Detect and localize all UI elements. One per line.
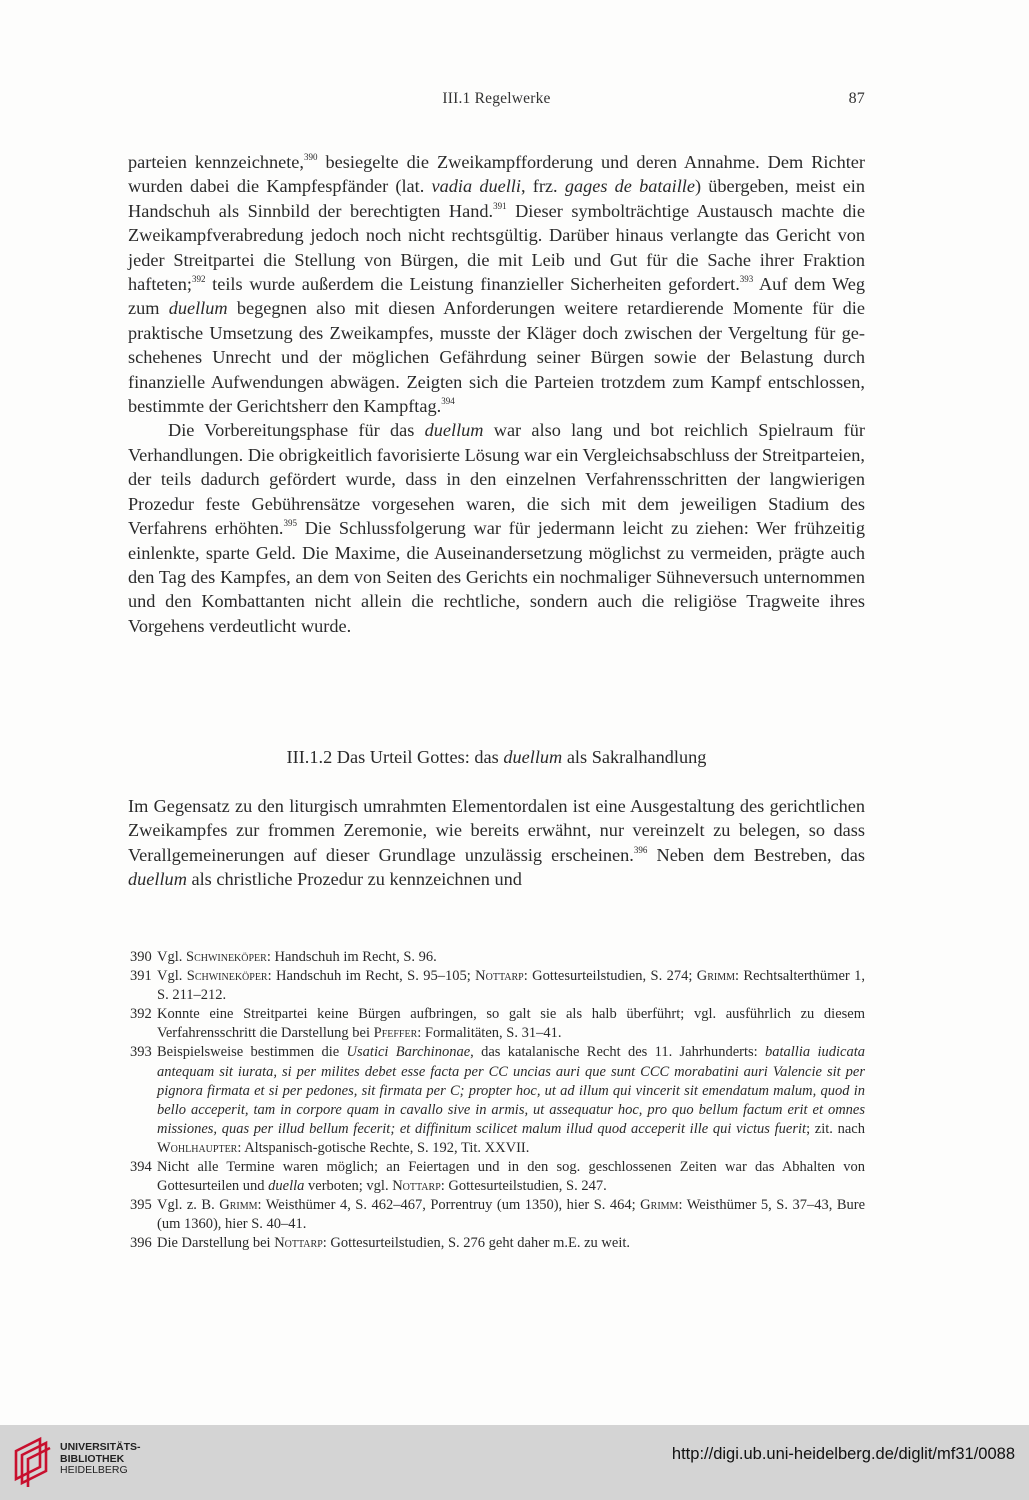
heading-term: duellum <box>503 747 563 767</box>
text-run: besiegelte die Zweikampfforderung und deren Annahme. Dem Richter wurden dabei die Kampfespfänder (lat. <box>128 152 865 197</box>
footnote-number: 391 <box>130 968 152 985</box>
paragraph-3 <box>128 794 865 892</box>
author-name: Nottarp <box>392 1178 441 1195</box>
text-run: parteien kennzeichnete, <box>128 152 304 172</box>
latin-term: vadia duelli <box>431 176 521 197</box>
library-logo-icon[interactable] <box>10 1433 54 1491</box>
footnote-392 <box>130 1005 865 1043</box>
text-run: war also lang und bot reichlich Spielraum für Verhandlungen. Die obrigkeitlich favorisierte Lösung war ein Vergleichsabschluss der Streitparteien, der teils dadurch gefördert wurde, dass in den einzelnen Verfahrensschritten der langwierigen Prozedur feste Gebührensätze vorgesehen waren, die sich mit dem jeweiligen Stadium des Verfahrens erhöhten. <box>128 420 865 539</box>
footnote-396 <box>130 1234 865 1253</box>
text-run: teils wurde außerdem die Leistung finanzieller Sicherheiten gefordert. <box>205 274 740 295</box>
text-run: Die Vorbereitungsphase für das <box>168 420 425 441</box>
footnote-394 <box>130 1158 865 1196</box>
paragraph-1 <box>128 150 865 418</box>
heading-text: als Sakralhandlung <box>562 747 707 767</box>
text-run: als christliche Prozedur zu kennzeichnen und <box>186 869 522 890</box>
text-run: ) übergeben, meist ein Handschuh als Sinnbild der berechtigten Hand. <box>128 176 865 221</box>
text-run: begegnen also mit diesen Anforderungen weitere retardierende Momente für die praktische Umsetzung des Zweikampfes, musste der Kläger doch zwischen der Vergeltung für geschehenes Unrecht und der möglichen Gefährdung seiner Bürgen sowie der Belastung durch finanzielle Aufwendungen abwägen. Zeigten sich die Parteien trotzdem zum Kampf entschlossen, bestimmte der Gerichtsherr den Kampftag. <box>128 298 865 417</box>
footnote-ref-396[interactable]: 396 <box>633 844 648 855</box>
author-name: Grimm <box>219 1197 258 1214</box>
latin-term: duellum <box>424 420 484 441</box>
footnotes <box>130 948 865 1254</box>
footnote-number: 392 <box>130 1006 152 1023</box>
author-name: Schwineköper <box>186 949 267 965</box>
footnote-393 <box>130 1043 865 1158</box>
logo-line: BIBLIOTHEK <box>60 1452 125 1465</box>
footnote-number: 396 <box>130 1235 152 1252</box>
section-heading <box>128 745 865 769</box>
footnote-text: Beispielsweise bestimmen die Usatici Barchinonae, das katalanische Recht des 11. Jahrhunderts: batallia iudicata antequam sit iurata, si per milites debet esse facta per CC uncias auri que sunt CCC morabatini auri Valencie sit per pignora firmata et si per pedones, sit firmata per C; propter hoc, ut ad illum qui vincerit sit emendatum malum, quod in bello acceperit, tam in corpore quam in cavallo sive in armis, ut assequatur hoc, pro quo bellum factum erit et omnes missiones, quas per illud bellum fecerit; et diffinitum scilicet malum illud quod acceperit ille qui victus fuerit; zit. nach Wohlhaupter: Altspanisch-gotische Rechte, S. 192, Tit. XXVII. <box>157 1044 865 1156</box>
footnote-number: 390 <box>130 949 152 965</box>
footnote-text: Nicht alle Termine waren möglich; an Feiertagen und in den sog. geschlossenen Zeiten war das Abhalten von Gottesurteilen und duella verboten; vgl. Nottarp: Gottesurteilstudien, S. 247. <box>157 1159 865 1195</box>
french-term: gages de bataille <box>564 176 695 197</box>
author-name: Schwineköper <box>186 968 268 985</box>
author-name: Wohlhaupter <box>157 1139 238 1156</box>
footnote-text: Die Darstellung bei Nottarp: Gottesurteilstudien, S. 276 geht daher m.E. zu weit. <box>157 1235 631 1252</box>
footnote-ref-391[interactable]: 391 <box>493 200 507 211</box>
paragraph-2 <box>128 418 865 638</box>
author-name: Grimm <box>640 1197 679 1214</box>
logo-line: UNIVERSITÄTS- <box>60 1441 141 1453</box>
text-run: Auf dem Weg zum <box>128 274 865 319</box>
footnote-ref-393[interactable]: 393 <box>739 274 754 285</box>
text-run: Im Gegensatz zu den liturgisch umrahmten Elementordalen ist eine Ausgestaltung des gerichtlichen Zweikampfes zur frommen Zeremonie, wie bereits erwähnt, nur vereinzelt zu belegen, so dass Verallgemeinerungen auf dieser Grundlage unzulässig erscheinen. <box>128 796 865 865</box>
footnote-395 <box>130 1196 865 1234</box>
footnote-390 <box>130 948 865 967</box>
page-number: 87 <box>848 90 865 107</box>
footnote-ref-392[interactable]: 392 <box>191 274 206 285</box>
author-name: Nottarp <box>274 1235 323 1252</box>
footnote-ref-390[interactable]: 390 <box>304 152 318 162</box>
library-logo-text <box>60 1442 141 1477</box>
footnote-number: 393 <box>130 1044 152 1061</box>
footnote-number: 394 <box>130 1159 152 1176</box>
source-title: Usatici Barchinonae <box>346 1044 471 1061</box>
latin-term: duella <box>268 1178 305 1195</box>
viewer-footer <box>0 1425 1029 1500</box>
author-name: Nottarp <box>475 968 524 985</box>
footnote-ref-395[interactable]: 395 <box>283 518 297 529</box>
latin-term: duellum <box>128 869 187 890</box>
author-name: Grimm <box>696 968 736 985</box>
footnote-text: Vgl. z. B. Grimm: Weisthümer 4, S. 462–467, Porrentruy (um 1350), hier S. 464; Grimm: Weisthümer 5, S. 37–43, Bure (um 1360), hier S. 40–41. <box>157 1197 865 1233</box>
author-name: Pfeffer <box>373 1025 418 1042</box>
logo-line: HEIDELBERG <box>60 1464 128 1476</box>
section-text <box>128 794 865 892</box>
footnote-ref-394[interactable]: 394 <box>441 396 455 407</box>
footnote-text: Konnte eine Streitpartei keine Bürgen aufbringen, so galt sie als halb überführt; vgl. ausführlich zu diesem Verfahrensschritt die Darstellung bei Pfeffer: Formalitäten, S. 31–41. <box>157 1006 865 1042</box>
footnote-number: 395 <box>130 1197 152 1214</box>
permalink-url[interactable]: http://digi.ub.uni-heidelberg.de/diglit/mf31/0088 <box>671 1445 1015 1463</box>
footnote-text: Vgl. Schwineköper: Handschuh im Recht, S. 95–105; Nottarp: Gottesurteilstudien, S. 274; Grimm: Rechtsalterthümer 1, S. 211–212. <box>157 968 865 1004</box>
text-run: Dieser symbolträchtige Austausch machte die Zweikampfverabredung jedoch noch nicht rechtsgültig. Darüber hinaus verlangte das Gericht von jeder Streitpartei die Stellung von Bürgen, die mit Leib und Gut für die Sache ihrer Fraktion hafteten; <box>128 200 865 295</box>
text-run: , frz. <box>520 176 565 197</box>
text-run: Neben dem Bestreben, das <box>647 844 865 865</box>
heading-text: III.1.2 Das Urteil Gottes: das <box>286 747 504 767</box>
footnote-391 <box>130 967 865 1005</box>
main-text <box>128 150 865 638</box>
latin-quote: batallia iudicata antequam sit iurata, si per milites debet esse facta per CC uncias auri que sunt CCC morabatini auri Valencie sit per pignora firmata et si per pedones, sit firmata per C; propter hoc, ut ad illum qui vincerit sit emendatum malum, quod in bello acceperit, tam in corpore quam in cavallo sive in armis, ut assequatur hoc, pro quo bellum factum erit et omnes missiones, quas per illud bellum fecerit; et diffinitum scilicet malum illud quod acceperit ille qui victus fuerit <box>157 1044 865 1137</box>
footnote-text: Vgl. Schwineköper: Handschuh im Recht, S. 96. <box>157 949 437 965</box>
latin-term: duellum <box>168 298 228 319</box>
text-run: Die Schlussfolgerung war für jedermann leicht zu ziehen: Wer frühzeitig einlenkte, sparte Geld. Die Maxime, die Auseinandersetzung möglichst zu vermeiden, prägte auch den Tag des Kampfes, an dem von Seiten des Gerichts ein nochmaliger Sühneversuch unternommen und den Kombattanten nicht allein die rechtliche, sondern auch die religiöse Tragweite ihres Vorgehens verdeutlicht wurde. <box>128 518 865 636</box>
running-title: III.1 Regelwerke <box>442 90 551 107</box>
